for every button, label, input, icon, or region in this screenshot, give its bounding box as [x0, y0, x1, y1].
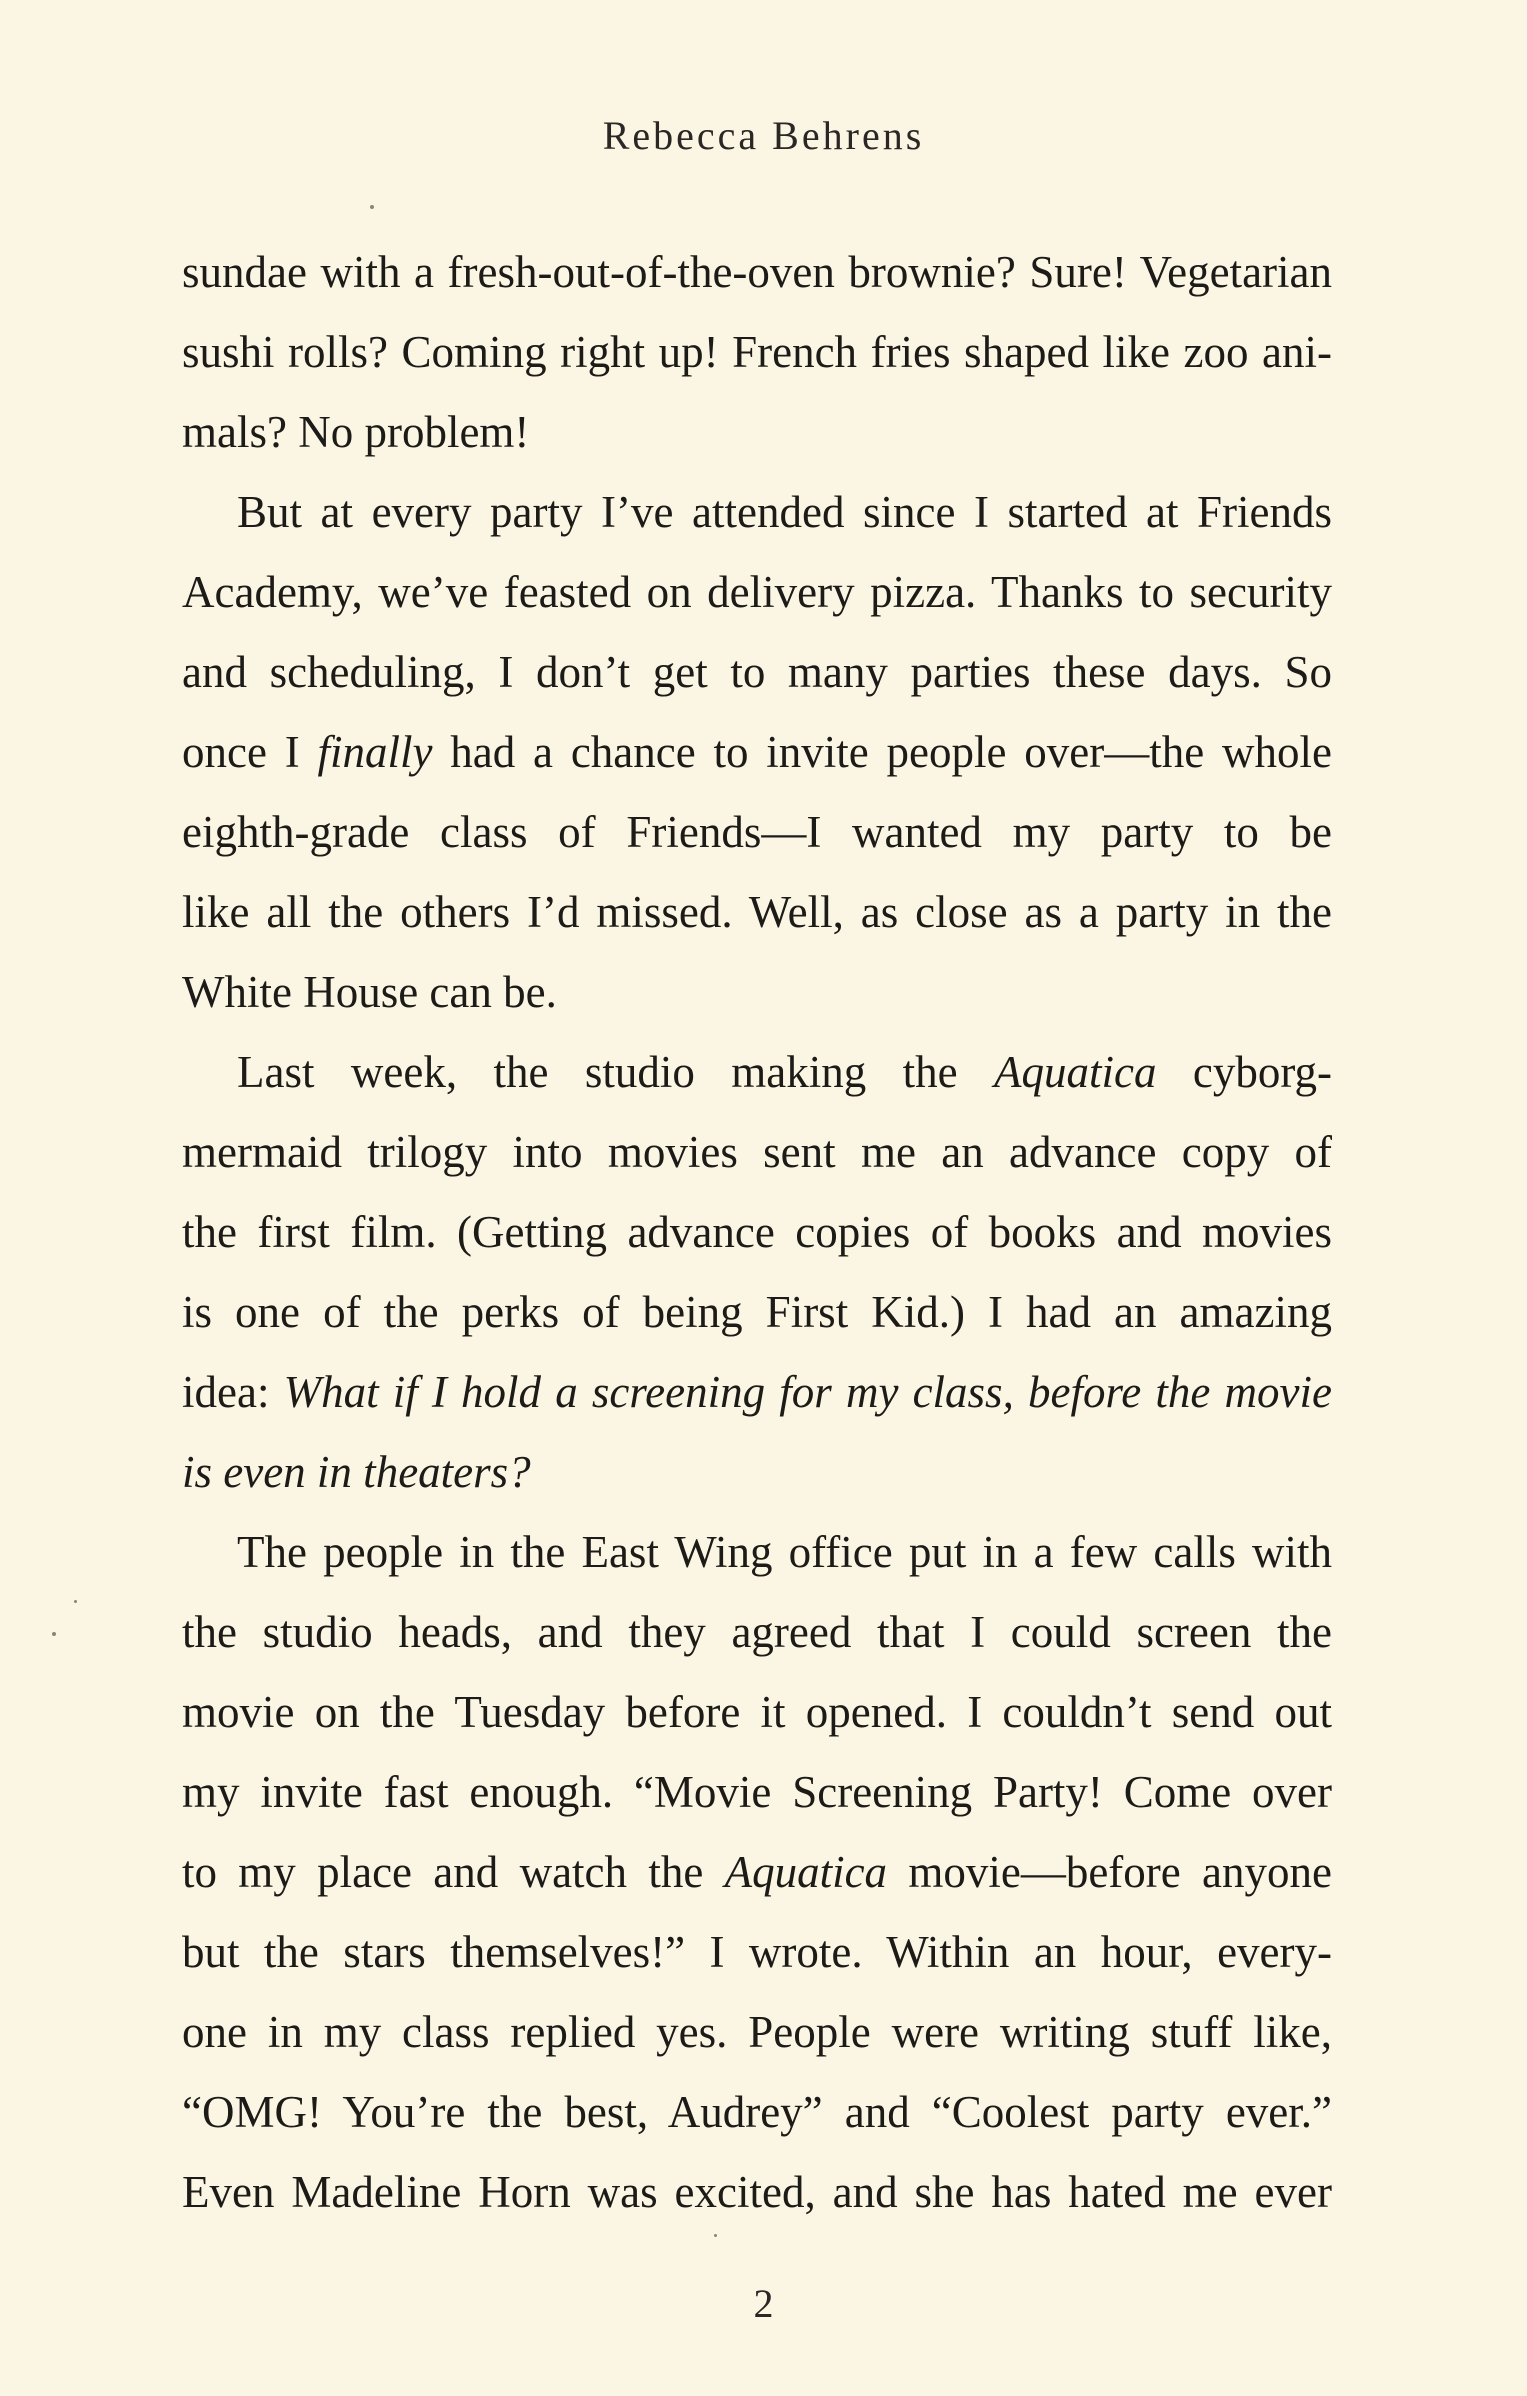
- text-line: [182, 792, 1332, 872]
- text-segment: Last week, the studio making the: [237, 1047, 994, 1097]
- italic-text: finally: [317, 727, 433, 777]
- text-segment: cyborg-: [1156, 1047, 1332, 1097]
- text-segment: but the stars themselves!” I wrote. Within an hour, every-: [182, 1927, 1332, 1977]
- text-segment: movie—before anyone: [887, 1847, 1332, 1897]
- body-text: [182, 232, 1332, 2232]
- text-line: [182, 392, 1332, 472]
- text-segment: had a chance to invite people over—the whole: [432, 727, 1332, 777]
- text-line: [182, 1272, 1332, 1352]
- text-segment: my invite fast enough. “Movie Screening Party! Come over: [182, 1767, 1332, 1817]
- text-segment: mals? No problem!: [182, 407, 530, 457]
- text-segment: White House can be.: [182, 967, 557, 1017]
- text-segment: But at every party I’ve attended since I started at Friends: [237, 487, 1332, 537]
- text-line: [182, 1912, 1332, 1992]
- text-line: [182, 232, 1332, 312]
- text-line: [182, 1352, 1332, 1432]
- text-line: [182, 1512, 1332, 1592]
- text-line: [182, 1032, 1332, 1112]
- paper-speck: [714, 2234, 717, 2237]
- text-segment: Academy, we’ve feasted on delivery pizza. Thanks to security: [182, 567, 1332, 617]
- text-line: [182, 1832, 1332, 1912]
- text-line: [182, 1992, 1332, 2072]
- paper-speck: [52, 1632, 56, 1636]
- text-line: [182, 1752, 1332, 1832]
- text-segment: idea:: [182, 1367, 284, 1417]
- text-segment: once I: [182, 727, 318, 777]
- text-segment: “OMG! You’re the best, Audrey” and “Coolest party ever.”: [182, 2087, 1332, 2137]
- text-line: [182, 1592, 1332, 1672]
- text-line: [182, 1192, 1332, 1272]
- italic-text: Aquatica: [994, 1047, 1157, 1097]
- text-segment: and scheduling, I don’t get to many parties these days. So: [182, 647, 1332, 697]
- text-segment: the first film. (Getting advance copies of books and movies: [182, 1207, 1332, 1257]
- text-segment: Even Madeline Horn was excited, and she has hated me ever: [182, 2167, 1332, 2217]
- italic-text: What if I hold a screening for my class, before the movie: [283, 1367, 1332, 1417]
- text-line: [182, 1432, 1332, 1512]
- text-segment: sushi rolls? Coming right up! French fries shaped like zoo ani-: [182, 327, 1332, 377]
- paper-speck: [370, 205, 374, 209]
- italic-text: is even in theaters?: [182, 1447, 531, 1497]
- text-line: [182, 1672, 1332, 1752]
- text-line: [182, 632, 1332, 712]
- text-segment: movie on the Tuesday before it opened. I couldn’t send out: [182, 1687, 1332, 1737]
- text-line: [182, 952, 1332, 1032]
- running-head: Rebecca Behrens: [602, 113, 925, 158]
- text-line: [182, 872, 1332, 952]
- text-segment: The people in the East Wing office put in a few calls with: [237, 1527, 1332, 1577]
- text-line: [182, 552, 1332, 632]
- text-line: [182, 2072, 1332, 2152]
- text-segment: sundae with a fresh-out-of-the-oven brownie? Sure! Vegetarian: [182, 247, 1332, 297]
- text-segment: mermaid trilogy into movies sent me an advance copy of: [182, 1127, 1332, 1177]
- text-segment: like all the others I’d missed. Well, as close as a party in the: [182, 887, 1332, 937]
- text-segment: to my place and watch the: [182, 1847, 725, 1897]
- text-line: [182, 2152, 1332, 2232]
- text-line: [182, 312, 1332, 392]
- text-segment: eighth-grade class of Friends—I wanted my party to be: [182, 807, 1332, 857]
- text-line: [182, 1112, 1332, 1192]
- italic-text: Aquatica: [724, 1847, 888, 1897]
- text-line: [182, 472, 1332, 552]
- page-number: 2: [753, 2281, 774, 2326]
- text-segment: one in my class replied yes. People were writing stuff like,: [182, 2007, 1332, 2057]
- text-segment: the studio heads, and they agreed that I could screen the: [182, 1607, 1332, 1657]
- text-segment: is one of the perks of being First Kid.) I had an amazing: [182, 1287, 1332, 1337]
- paper-speck: [74, 1600, 77, 1603]
- text-line: [182, 712, 1332, 792]
